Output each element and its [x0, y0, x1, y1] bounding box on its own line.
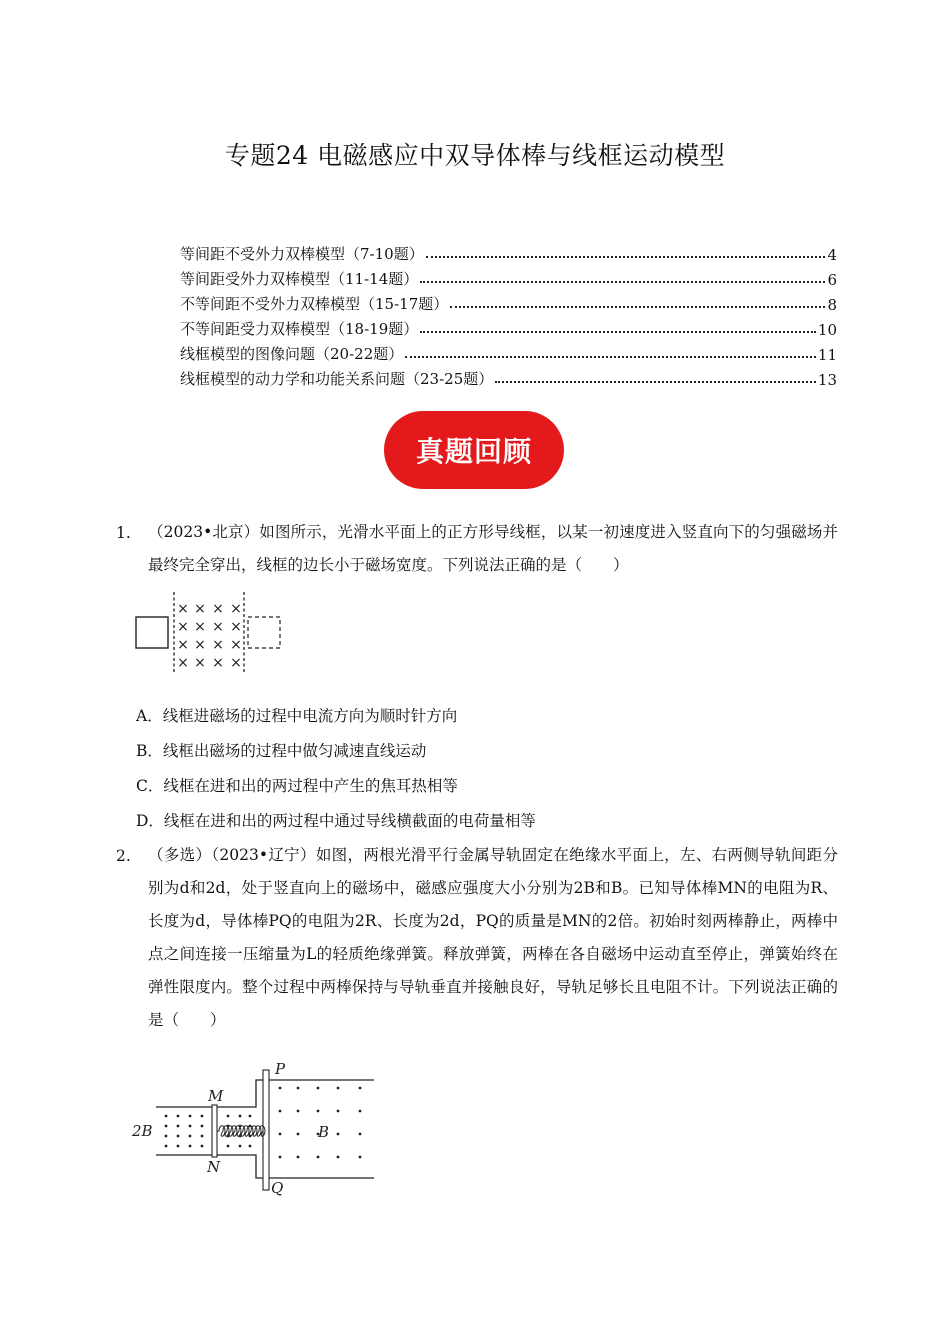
field-dot [317, 1110, 320, 1113]
field-dot [165, 1135, 168, 1138]
field-dot [359, 1110, 362, 1113]
page-title: 专题24 电磁感应中双导体棒与线框运动模型 [224, 141, 726, 170]
toc-item[interactable] [180, 289, 837, 314]
toc-item[interactable] [180, 264, 837, 289]
toc-leader [420, 281, 825, 283]
toc-item-label: 等间距不受外力双棒模型（7-10题） [180, 245, 424, 263]
field-dot [279, 1133, 282, 1136]
field-dot [317, 1156, 320, 1159]
wire-frame-square [136, 617, 168, 648]
field-cross-mark: × [194, 637, 206, 653]
toc-item-label: 不等间距受力双棒模型（18-19题） [180, 320, 419, 338]
label-p: P [275, 1060, 286, 1078]
toc-item[interactable] [180, 239, 837, 264]
wire-frame-exit-dashed [248, 617, 280, 648]
field-dot [189, 1115, 192, 1118]
field-dot [177, 1115, 180, 1118]
toc-item-page: 8 [827, 296, 837, 314]
field-dot [189, 1125, 192, 1128]
field-cross-mark: × [230, 619, 242, 635]
question-2-text: （多选）（2023•辽宁）如图，两根光滑平行金属导轨固定在绝缘水平面上，左、右两侧导轨间距分别为d和2d，处于竖直向上的磁场中，磁感应强度大小分别为2B和B。已知导体棒MN的电阻为R、长度为d，导体棒PQ的电阻为2R、长度为2d，PQ的质量是MN的2倍。初始时刻两棒静止，两棒中点之间连接一压缩量为L的轻质绝缘弹簧。释放弹簧，两棒在各自磁场中运动直至停止，弹簧始终在弹性限度内。整个过程中两棒保持与导轨垂直并接触良好，导轨足够长且电阻不计。下列说法正确的是（ ） [148, 846, 838, 1029]
field-dot [279, 1156, 282, 1159]
toc-item-page: 10 [817, 321, 837, 339]
field-dot [279, 1087, 282, 1090]
toc-item-page: 11 [817, 346, 837, 364]
field-dot [297, 1087, 300, 1090]
field-dot [165, 1125, 168, 1128]
field-dot [165, 1115, 168, 1118]
field-dot [337, 1133, 340, 1136]
field-dot [359, 1133, 362, 1136]
question-1-option-b[interactable]: B．线框出磁场的过程中做匀减速直线运动 [136, 742, 427, 760]
question-1-option-a[interactable]: A．线框进磁场的过程中电流方向为顺时针方向 [136, 707, 458, 725]
field-cross-mark: × [212, 655, 224, 671]
bar-pq [263, 1070, 269, 1190]
field-dot [297, 1110, 300, 1113]
toc-leader [405, 356, 816, 358]
toc-item-page: 4 [827, 246, 837, 264]
field-cross-mark: × [194, 655, 206, 671]
field-dot [201, 1115, 204, 1118]
field-dot [201, 1125, 204, 1128]
question-1-option-c[interactable]: C．线框在进和出的两过程中产生的焦耳热相等 [136, 777, 458, 795]
magnetic-field-into-page [177, 601, 242, 671]
field-dot [337, 1156, 340, 1159]
toc-item-label: 线框模型的图像问题（20-22题） [180, 345, 404, 363]
field-dot [177, 1145, 180, 1148]
section-banner: 真题回顾 [384, 411, 564, 489]
label-left-field: 2B [132, 1122, 153, 1140]
toc-item[interactable] [180, 339, 837, 364]
toc-leader [426, 256, 826, 258]
field-dot [165, 1145, 168, 1148]
toc-item-label: 等间距受外力双棒模型（11-14题） [180, 270, 419, 288]
question-1-option-d[interactable]: D．线框在进和出的两过程中通过导线横截面的电荷量相等 [136, 812, 536, 830]
toc-item-page: 13 [817, 371, 837, 389]
question-1-figure [130, 590, 290, 676]
toc-item[interactable] [180, 314, 837, 339]
field-dot [317, 1087, 320, 1090]
field-cross-mark: × [177, 637, 189, 653]
field-cross-mark: × [194, 619, 206, 635]
field-dot [227, 1145, 230, 1148]
question-1-number: 1. [116, 524, 131, 542]
field-cross-mark: × [212, 637, 224, 653]
table-of-contents [180, 239, 837, 389]
field-dot [279, 1110, 282, 1113]
field-cross-mark: × [230, 655, 242, 671]
magnetic-field-left-out-of-page [165, 1115, 252, 1148]
field-dot [239, 1145, 242, 1148]
field-dot [201, 1135, 204, 1138]
field-dot [239, 1115, 242, 1118]
field-dot [359, 1087, 362, 1090]
toc-leader [450, 306, 825, 308]
field-dot [337, 1087, 340, 1090]
field-cross-mark: × [177, 601, 189, 617]
field-cross-mark: × [212, 601, 224, 617]
field-cross-mark: × [194, 601, 206, 617]
field-cross-mark: × [177, 655, 189, 671]
label-n: N [207, 1158, 221, 1176]
question-1-text: （2023•北京）如图所示，光滑水平面上的正方形导线框，以某一初速度进入竖直向下的匀强磁场并最终完全穿出，线框的边长小于磁场宽度。下列说法正确的是（ ） [148, 523, 838, 574]
toc-item-label: 线框模型的动力学和功能关系问题（23-25题） [180, 370, 494, 388]
label-m: M [208, 1087, 224, 1105]
field-cross-mark: × [230, 637, 242, 653]
toc-leader [420, 331, 816, 333]
toc-item-page: 6 [827, 271, 837, 289]
spring [217, 1126, 265, 1137]
field-dot [201, 1145, 204, 1148]
bar-mn [212, 1105, 217, 1157]
field-cross-mark: × [212, 619, 224, 635]
toc-leader [495, 381, 816, 383]
field-dot [297, 1156, 300, 1159]
field-dot [297, 1133, 300, 1136]
field-dot [177, 1135, 180, 1138]
field-dot [177, 1125, 180, 1128]
toc-item-label: 不等间距不受外力双棒模型（15-17题） [180, 295, 449, 313]
field-dot [359, 1156, 362, 1159]
field-dot [337, 1110, 340, 1113]
field-dot [227, 1115, 230, 1118]
label-right-field: B [318, 1123, 330, 1141]
label-q: Q [271, 1179, 284, 1197]
field-cross-mark: × [177, 619, 189, 635]
field-dot [189, 1145, 192, 1148]
question-2-figure [128, 1058, 380, 1200]
field-dot [189, 1135, 192, 1138]
toc-item[interactable] [180, 364, 837, 389]
question-2-number: 2. [116, 847, 131, 865]
field-dot [249, 1145, 252, 1148]
field-dot [249, 1115, 252, 1118]
field-cross-mark: × [230, 601, 242, 617]
